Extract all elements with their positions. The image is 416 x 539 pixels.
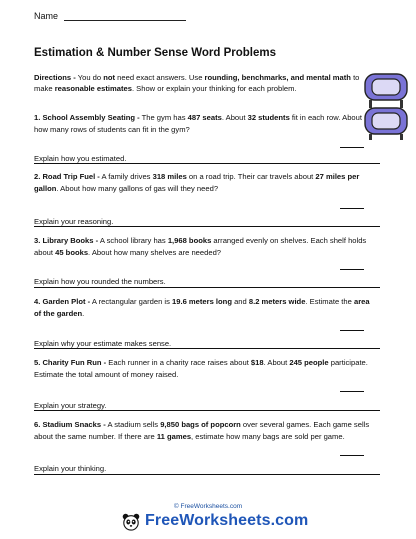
question-emphasis: 487 seats	[187, 113, 222, 122]
question-emphasis: 318 miles	[152, 172, 187, 181]
explain-answer-line[interactable]	[34, 348, 380, 349]
answer-line[interactable]	[340, 330, 364, 331]
question-text: over several games. Each game sells about the same number. If there are	[34, 420, 370, 441]
panda-logo-icon	[122, 513, 140, 531]
answer-line[interactable]	[340, 269, 364, 270]
directions-bold-3: reasonable estimates	[54, 84, 132, 93]
question-text: on a road trip. Their car travels about	[186, 172, 316, 181]
name-line[interactable]	[64, 11, 186, 21]
answer-line[interactable]	[340, 391, 364, 392]
question-emphasis: 9,850 bags of popcorn	[160, 420, 241, 429]
explain-answer-line[interactable]	[34, 474, 380, 475]
question-title: 3. Library Books -	[34, 236, 99, 245]
question-3	[34, 235, 372, 258]
question-text: A family drives	[99, 172, 153, 181]
question-text: . About how many shelves are needed?	[88, 247, 222, 257]
question-text: . About	[221, 113, 248, 122]
question-title: 1. School Assembly Seating -	[34, 113, 140, 122]
question-text: . About	[263, 358, 290, 367]
footer-brand: FreeWorksheets.com	[145, 512, 309, 529]
directions-text-2: need exact answers. Use	[115, 73, 205, 82]
question-emphasis: area of the garden	[34, 297, 370, 318]
explain-prompt: Explain how you rounded the numbers.	[34, 277, 166, 286]
question-text: participate. Estimate the total amount of money raised.	[34, 358, 368, 379]
answer-line[interactable]	[340, 455, 364, 456]
question-emphasis: 45 books	[55, 247, 89, 257]
question-title: 4. Garden Plot -	[34, 297, 91, 306]
explain-answer-line[interactable]	[34, 410, 380, 411]
question-title: 2. Road Trip Fuel -	[34, 172, 100, 181]
explain-answer-line[interactable]	[34, 287, 380, 288]
question-6	[34, 419, 372, 442]
directions-text-4: . Show or explain your thinking for each problem.	[131, 84, 297, 93]
question-text: and	[231, 297, 249, 306]
page-title: Estimation & Number Sense Word Problems	[34, 47, 276, 59]
question-emphasis: 32 students	[247, 113, 290, 122]
question-emphasis: 27 miles per gallon	[34, 172, 360, 193]
answer-line[interactable]	[340, 208, 364, 209]
question-text: . About how many gallons of gas will they need?	[56, 183, 219, 193]
directions-label: Directions -	[34, 73, 76, 82]
question-2	[34, 171, 372, 194]
name-label: Name	[34, 11, 59, 21]
directions-bold-2: rounding, benchmarks, and mental math	[204, 73, 351, 82]
question-emphasis: 19.6 meters long	[172, 297, 232, 306]
directions-text-3: to make	[34, 73, 360, 93]
question-text: , estimate how many bags are sold per game.	[191, 431, 345, 441]
question-title: 5. Charity Fun Run -	[34, 358, 107, 367]
question-title: 6. Stadium Snacks -	[34, 420, 106, 429]
question-emphasis: 8.2 meters wide	[248, 297, 306, 306]
question-text: A rectangular garden is	[90, 297, 173, 306]
question-emphasis: 1,968 books	[167, 236, 212, 245]
question-emphasis: $18	[250, 358, 264, 367]
question-4	[34, 296, 372, 319]
question-text: The gym has	[139, 113, 188, 122]
question-text: A stadium sells	[105, 420, 161, 429]
question-1	[34, 112, 372, 135]
explain-answer-line[interactable]	[34, 226, 380, 227]
explain-prompt: Explain how you estimated.	[34, 154, 127, 163]
directions	[34, 72, 364, 94]
question-text: arranged evenly on shelves. Each shelf holds about	[34, 236, 367, 257]
explain-answer-line[interactable]	[34, 163, 380, 164]
name-field	[34, 11, 186, 21]
question-text: .	[82, 308, 85, 318]
explain-prompt: Explain your reasoning.	[34, 217, 114, 226]
question-5	[34, 357, 372, 380]
question-text: . Estimate the	[305, 297, 354, 306]
question-text: fit in each row. About how many rows of students can fit in the gym?	[34, 113, 362, 134]
question-emphasis: 245 people	[289, 358, 329, 367]
footer-url[interactable]: © FreeWorksheets.com	[173, 503, 243, 510]
answer-line[interactable]	[340, 147, 364, 148]
directions-text-1: You do	[75, 73, 104, 82]
explain-prompt: Explain why your estimate makes sense.	[34, 339, 172, 348]
question-text: Each runner in a charity race raises about	[106, 358, 251, 367]
explain-prompt: Explain your strategy.	[34, 401, 107, 410]
question-emphasis: 11 games	[156, 431, 192, 441]
question-text: A school library has	[98, 236, 168, 245]
directions-bold-1: not	[103, 73, 116, 82]
explain-prompt: Explain your thinking.	[34, 464, 107, 473]
